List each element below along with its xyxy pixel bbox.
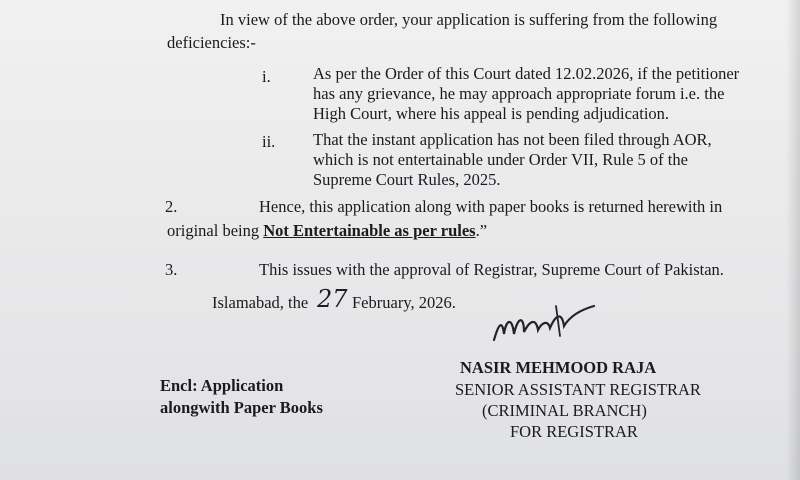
item-ii-line-1: That the instant application has not been filed through AOR,: [313, 130, 712, 149]
intro-line-1: In view of the above order, your application is suffering from the following: [220, 10, 718, 29]
para-2-number: 2.: [165, 197, 178, 216]
item-i-line-2: has any grievance, he may approach appropriate forum i.e. the: [313, 84, 725, 103]
item-i-line-1: As per the Order of this Court dated 12.02.2026, if the petitioner: [313, 64, 740, 83]
enclosure-line-2: alongwith Paper Books: [160, 398, 323, 417]
handwritten-day: 27: [317, 285, 348, 313]
item-number-ii: ii.: [262, 132, 276, 151]
page-edge-shadow: [786, 0, 800, 480]
date-suffix: February, 2026.: [352, 293, 456, 312]
item-i-line-3: High Court, where his appeal is pending adjudication.: [313, 104, 670, 123]
signatory-title-2: (CRIMINAL BRANCH): [482, 401, 647, 420]
signature: [490, 296, 600, 358]
item-ii-line-2: which is not entertainable under Order VII, Rule 5 of the: [313, 150, 688, 169]
item-number-i: i.: [262, 67, 271, 86]
para-2-suffix: .”: [475, 221, 488, 240]
signatory-title-3: FOR REGISTRAR: [510, 422, 638, 441]
para-2-line-1: Hence, this application along with paper books is returned herewith in: [259, 197, 723, 216]
place-date-prefix: Islamabad, the: [212, 293, 309, 312]
signatory-name: NASIR MEHMOOD RAJA: [460, 358, 657, 377]
enclosure-line-1: Encl: Application: [160, 376, 284, 395]
show-through-text: [250, 318, 254, 335]
para-3-text: This issues with the approval of Registrar, Supreme Court of Pakistan.: [259, 260, 724, 279]
intro-line-2: deficiencies:-: [167, 33, 256, 52]
para-2-prefix: original being: [167, 221, 264, 240]
para-3-number: 3.: [165, 260, 178, 279]
para-2-line-2: [167, 221, 487, 241]
not-entertainable-phrase: Not Entertainable as per rules: [263, 221, 476, 240]
signatory-title-1: SENIOR ASSISTANT REGISTRAR: [455, 380, 701, 399]
item-ii-line-3: Supreme Court Rules, 2025.: [313, 170, 501, 189]
